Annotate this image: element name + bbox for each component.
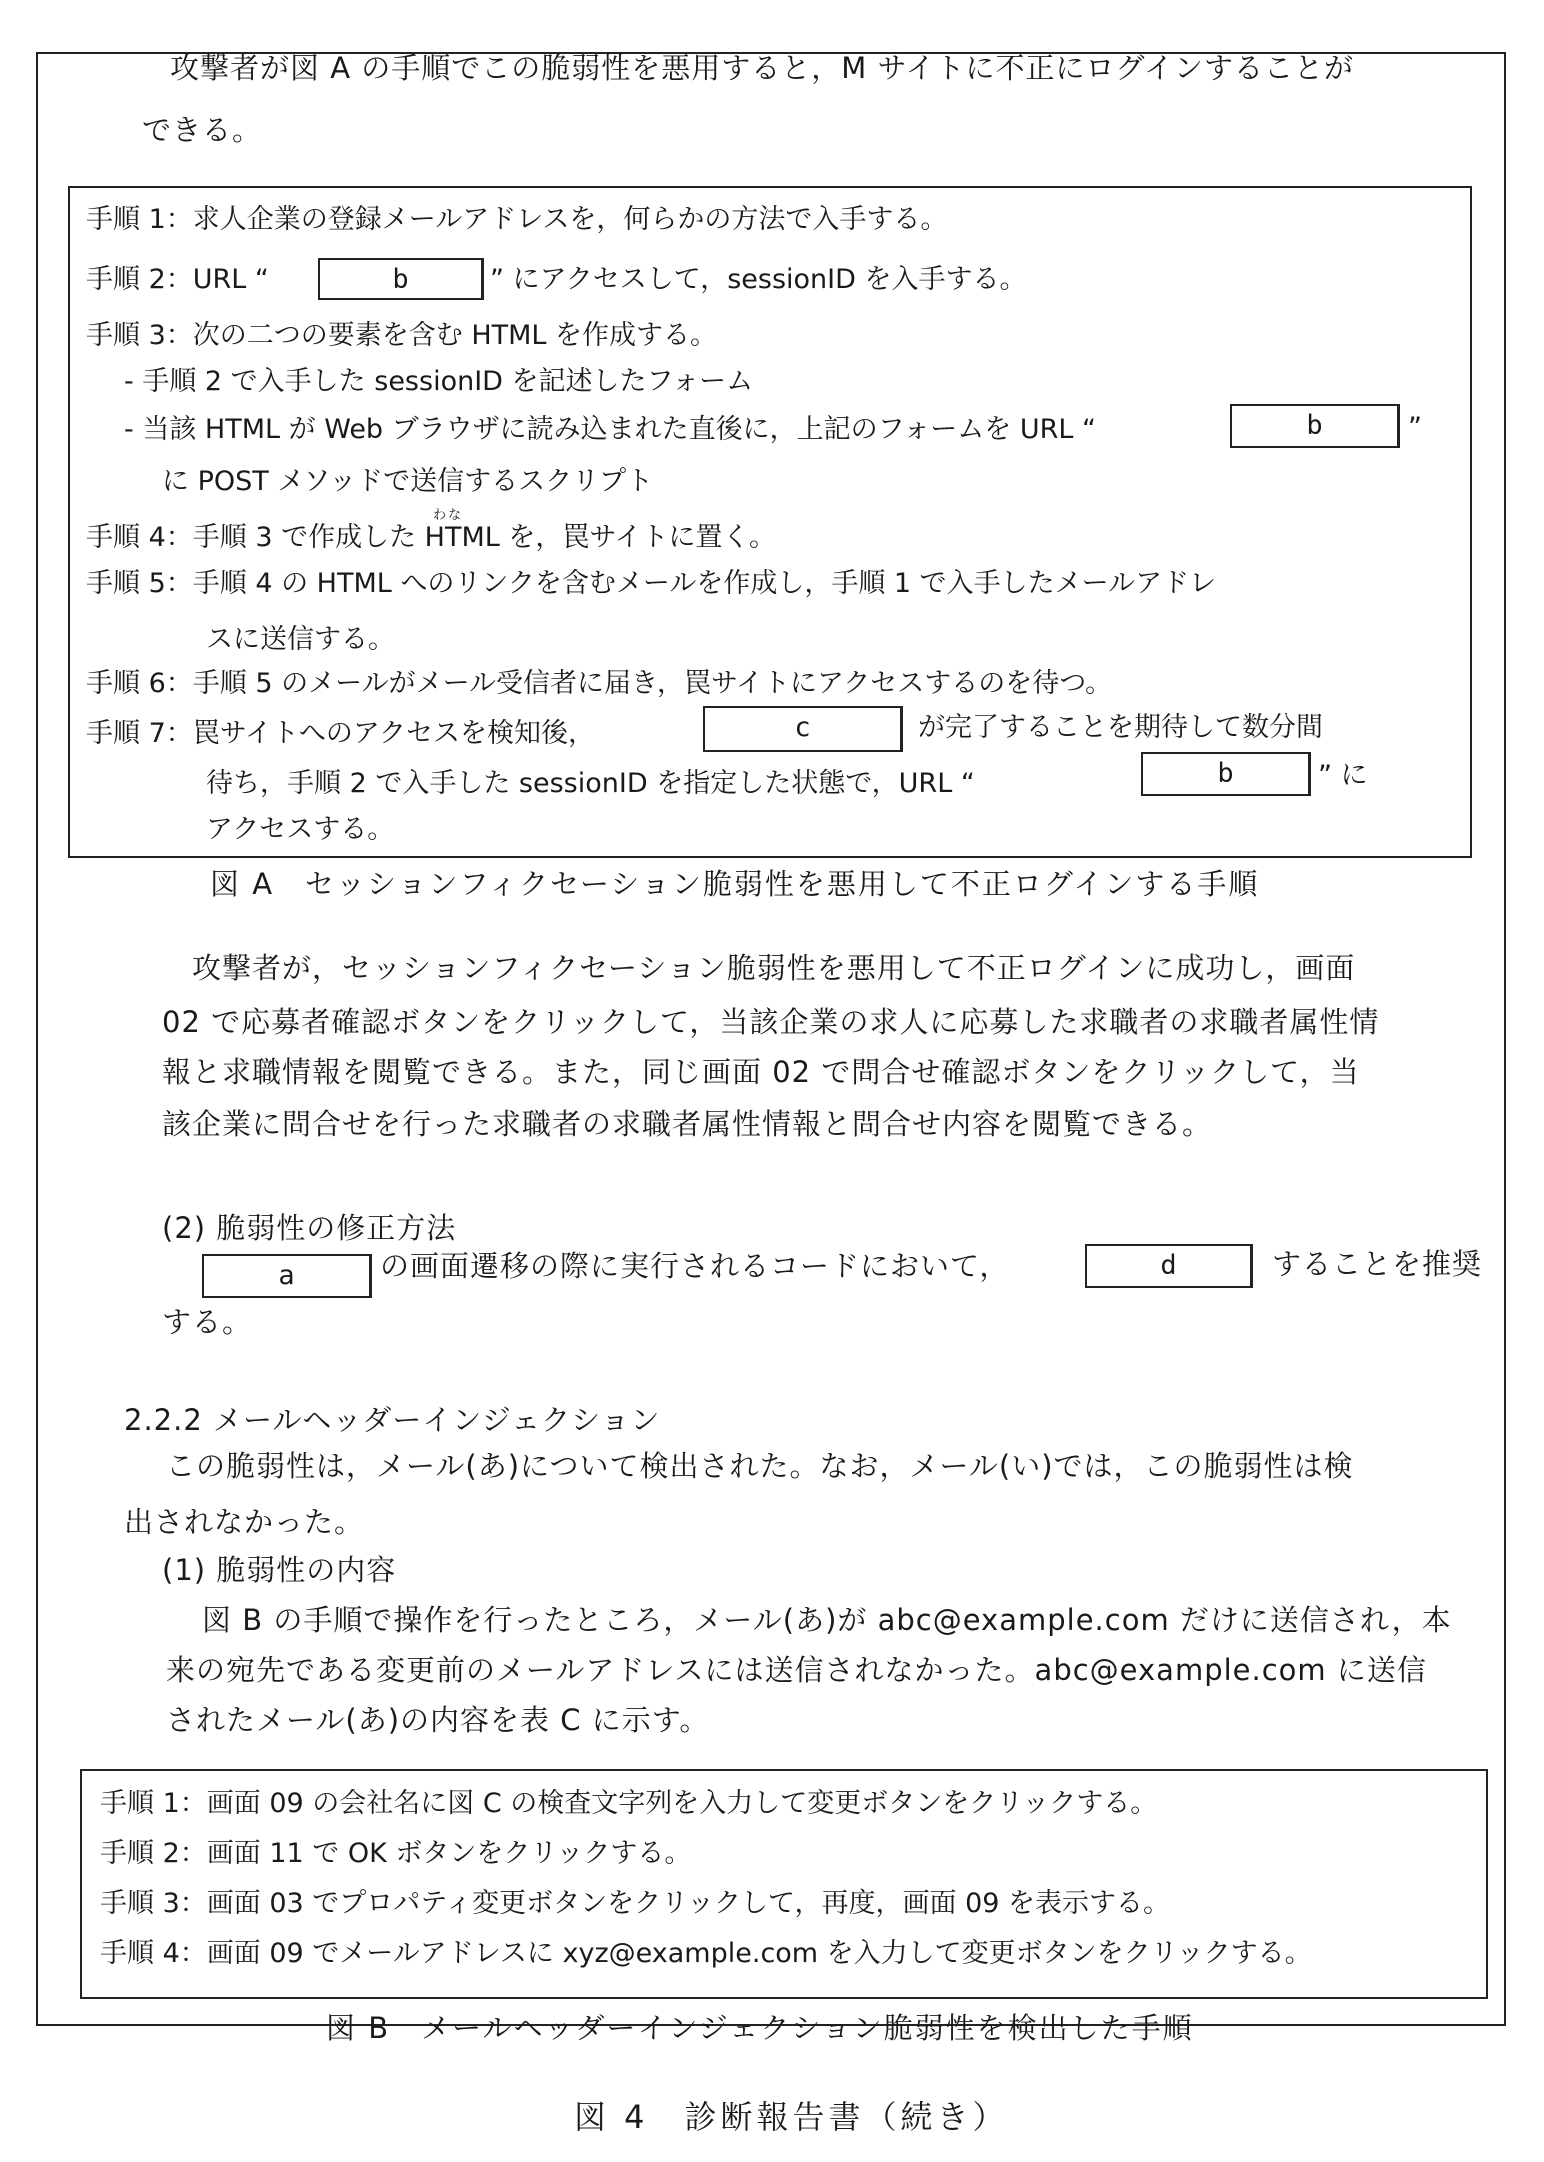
fix-line-1-mid: の画面遷移の際に実行されるコードにおいて， [380, 1249, 1010, 1283]
fig-a-step-3-item-1: - 手順 2 で入手した sessionID を記述したフォーム [124, 366, 754, 397]
fig-a-step-7-line-3: アクセスする。 [206, 814, 395, 845]
fig-a-step-3-item-2-cont: に POST メソッドで送信するスクリプト [162, 466, 654, 497]
fig-a-step-7-line-2-pre: 待ち，手順 2 で入手した sessionID を指定した状態で，URL “ [206, 768, 975, 799]
section-line-1: この脆弱性は，メール(あ)について検出された。なお，メール(い)では，この脆弱性は検 [166, 1449, 1354, 1483]
sub-heading: (1) 脆弱性の内容 [162, 1553, 397, 1587]
fig-a-step-7-pre: 手順 7：罠サイトへのアクセスを検知後， [86, 718, 596, 749]
blank-c: c [703, 706, 903, 752]
fig-a-step-7-line-2-post: ” に [1318, 760, 1368, 791]
fig-b-step-4: 手順 4：画面 09 でメールアドレスに xyz@example.com を入力して変更ボタンをクリックする。 [100, 1938, 1312, 1969]
para-after-line-2: 02 で応募者確認ボタンをクリックして，当該企業の求人に応募した求職者の求職者属性情 [162, 1005, 1380, 1039]
fig-a-step-6: 手順 6：手順 5 のメールがメール受信者に届き，罠サイトにアクセスするのを待つ。 [86, 668, 1113, 699]
fix-heading: (2) 脆弱性の修正方法 [162, 1211, 457, 1245]
intro-line-1: 攻撃者が図 A の手順でこの脆弱性を悪用すると，M サイトに不正にログインすることが [170, 51, 1355, 85]
fig-a-step-5-line-2: スに送信する。 [206, 624, 395, 655]
section-line-2: 出されなかった。 [124, 1505, 365, 1539]
ruby-wana: わな [433, 508, 464, 523]
fig-a-step-1: 手順 1：求人企業の登録メールアドレスを，何らかの方法で入手する。 [86, 204, 948, 235]
fig-a-step-3: 手順 3：次の二つの要素を含む HTML を作成する。 [86, 320, 718, 351]
section-p-1: 図 B の手順で操作を行ったところ，メール(あ)が abc@example.com だけに送信され，本 [202, 1603, 1452, 1637]
fig-a-step-5-line-1: 手順 5：手順 4 の HTML へのリンクを含むメールを作成し，手順 1 で入手したメールアドレ [86, 568, 1217, 599]
section-p-3: されたメール(あ)の内容を表 C に示す。 [166, 1703, 710, 1737]
para-after-line-3: 報と求職情報を閲覧できる。また，同じ画面 02 で問合せ確認ボタンをクリックして，当 [162, 1055, 1360, 1089]
figure-a-caption: 図 A セッションフィクセーション脆弱性を悪用して不正ログインする手順 [210, 867, 1260, 901]
figure-b-caption: 図 B メールヘッダーインジェクション脆弱性を検出した手順 [326, 2011, 1194, 2045]
para-after-line-4: 該企業に問合せを行った求職者の求職者属性情報と問合せ内容を閲覧できる。 [162, 1107, 1213, 1141]
section-p-2: 来の宛先である変更前のメールアドレスには送信されなかった。abc@example.com に送信 [166, 1653, 1427, 1687]
blank-b: b [1230, 404, 1400, 448]
blank-b: b [318, 258, 484, 300]
blank-a: a [202, 1254, 372, 1298]
fig-a-step-2-post: ” にアクセスして，sessionID を入手する。 [490, 264, 1027, 295]
fig-a-step-3-item-2-post: ” [1408, 412, 1422, 443]
fig-b-step-3: 手順 3：画面 03 でプロパティ変更ボタンをクリックして，再度，画面 09 を表示する。 [100, 1888, 1171, 1919]
figure-4-caption: 図 4 診断報告書（続き） [574, 2098, 1009, 2136]
fig-a-step-7-post: が完了することを期待して数分間 [918, 712, 1323, 743]
para-after-line-1: 攻撃者が，セッションフィクセーション脆弱性を悪用して不正ログインに成功し，画面 [192, 951, 1356, 985]
blank-b: b [1141, 752, 1311, 796]
fix-line-2: する。 [162, 1305, 253, 1339]
fix-line-1-post: することを推奨 [1272, 1247, 1483, 1281]
intro-line-2: できる。 [142, 113, 263, 147]
section-heading: 2.2.2 メールヘッダーインジェクション [124, 1403, 661, 1437]
fig-a-step-2-pre: 手順 2：URL “ [86, 264, 269, 295]
fig-b-step-2: 手順 2：画面 11 で OK ボタンをクリックする。 [100, 1838, 692, 1869]
blank-d: d [1085, 1244, 1253, 1288]
fig-b-step-1: 手順 1：画面 09 の会社名に図 C の検査文字列を入力して変更ボタンをクリックする。 [100, 1788, 1158, 1819]
fig-a-step-4: 手順 4：手順 3 で作成した HTML を，罠サイトに置く。 [86, 522, 776, 553]
fig-a-step-3-item-2-pre: - 当該 HTML が Web ブラウザに読み込まれた直後に，上記のフォームを URL “ [124, 414, 1097, 445]
